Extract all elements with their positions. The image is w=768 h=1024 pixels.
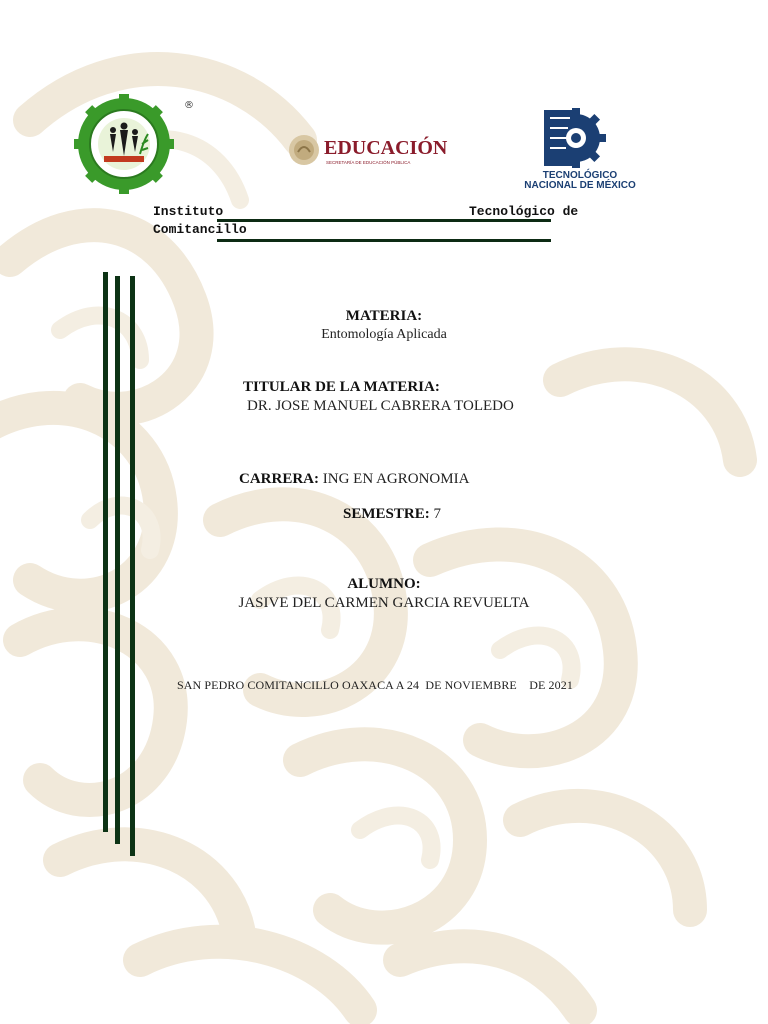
ittc-logo: [72, 94, 196, 194]
titular-value: DR. JOSE MANUEL CABRERA TOLEDO: [247, 398, 514, 414]
semestre-label: SEMESTRE:: [343, 506, 430, 522]
registered-mark: ®: [184, 100, 194, 111]
semestre-row: [335, 487, 441, 523]
alumno-value: JASIVE DEL CARMEN GARCIA REVUELTA: [238, 595, 530, 611]
vertical-bar-2: [115, 276, 120, 844]
carrera-row: [231, 452, 469, 488]
materia-value: Entomología Aplicada: [321, 327, 447, 342]
institute-word-line2: Comitancillo: [153, 222, 247, 237]
institute-word-left: Instituto: [153, 204, 224, 219]
titular-label: TITULAR DE LA MATERIA:: [243, 379, 440, 395]
tecnm-logo: [500, 108, 660, 192]
institute-word-right: Tecnológico de: [469, 204, 579, 219]
educacion-title: EDUCACIÓN: [324, 137, 448, 159]
carrera-label: CARRERA:: [239, 471, 319, 487]
tecnm-line1: TECNOLÓGICO: [542, 170, 618, 181]
materia-label: MATERIA:: [345, 308, 423, 324]
tecnm-line2: NACIONAL DE MÉXICO: [524, 180, 636, 191]
vertical-bar-1: [103, 272, 108, 832]
educacion-subtitle: SECRETARÍA DE EDUCACIÓN PÚBLICA: [326, 160, 411, 165]
educacion-logo: [286, 130, 456, 170]
alumno-label: ALUMNO:: [347, 576, 421, 592]
semestre-value: 7: [429, 506, 441, 522]
header-rule-bottom: [217, 239, 551, 242]
vertical-bar-3: [130, 276, 135, 856]
place-date: SAN PEDRO COMITANCILLO OAXACA A 24 DE NOVIEMBRE DE 2021: [177, 678, 573, 692]
carrera-value: ING EN AGRONOMIA: [319, 471, 470, 487]
header-rule-top: [217, 219, 551, 222]
